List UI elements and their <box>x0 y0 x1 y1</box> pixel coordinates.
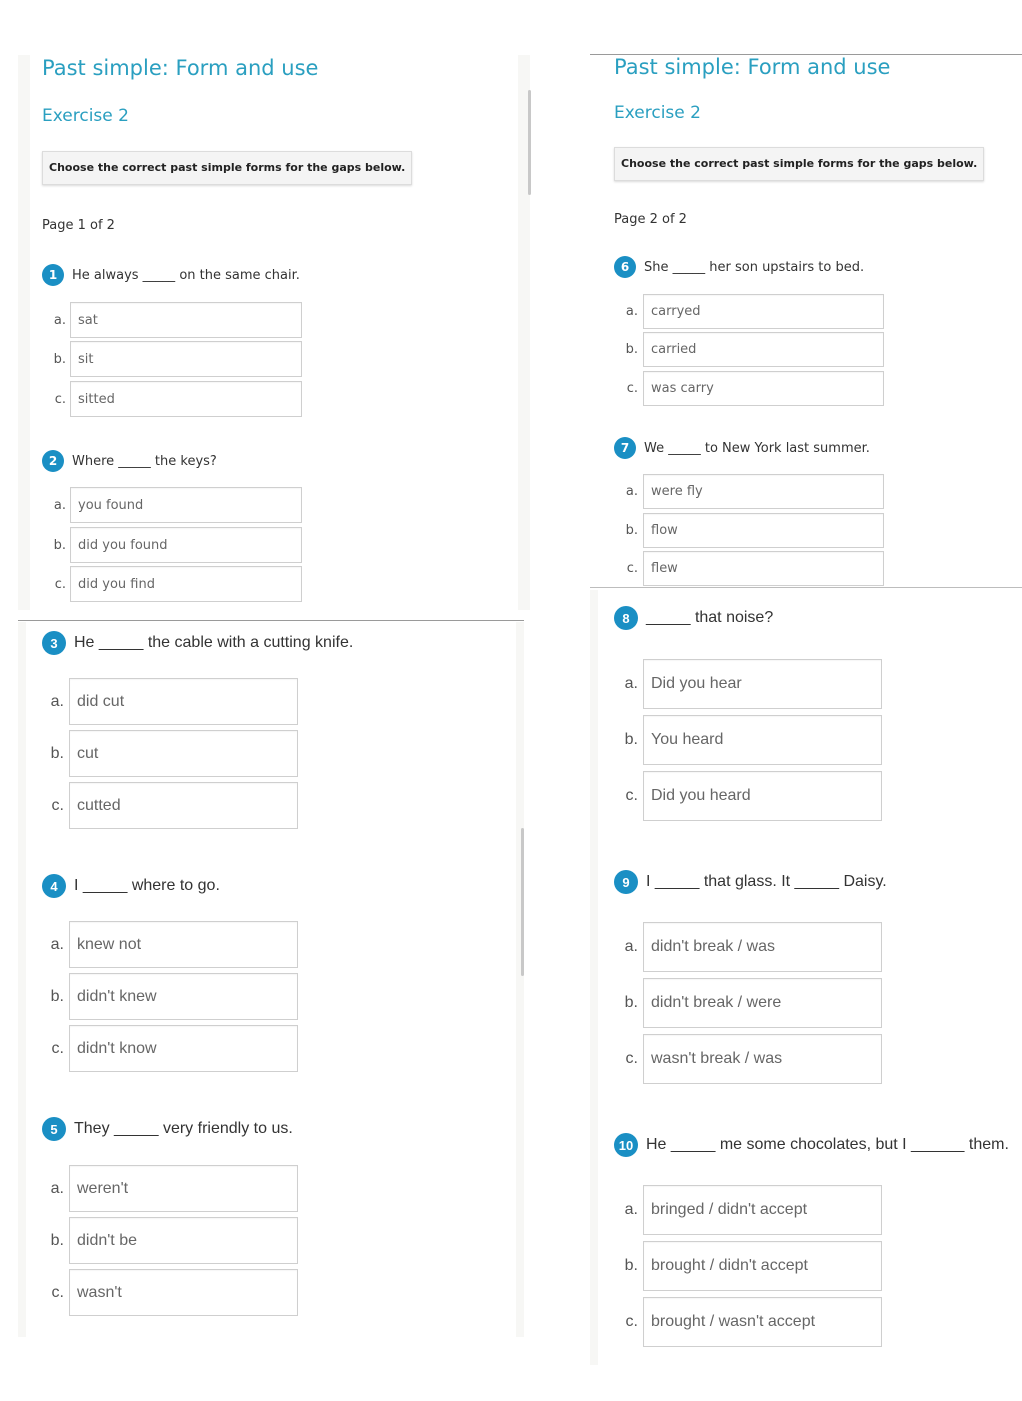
option-4c[interactable] <box>48 1025 298 1072</box>
option-label: c. <box>626 381 638 396</box>
option-label: b. <box>53 351 66 367</box>
question-number-badge: 9 <box>614 870 638 894</box>
page-indicator-right: Page 2 of 2 <box>614 212 687 227</box>
question-1 <box>42 264 300 286</box>
question-10 <box>614 1133 1009 1157</box>
option-5b[interactable] <box>48 1217 298 1264</box>
option-label: a. <box>53 312 66 328</box>
question-5 <box>42 1117 293 1141</box>
question-text: He _____ the cable with a cutting knife. <box>74 634 354 651</box>
option-1b[interactable] <box>50 341 302 377</box>
option-3a[interactable] <box>48 678 298 725</box>
option-label: b. <box>53 537 66 553</box>
question-2 <box>42 450 217 472</box>
option-2b[interactable] <box>50 527 302 563</box>
option-label: c. <box>625 1050 638 1067</box>
option-label: b. <box>624 994 638 1011</box>
option-label: b. <box>50 1231 64 1249</box>
option-1c[interactable] <box>50 381 302 417</box>
question-text: I _____ that glass. It _____ Daisy. <box>646 873 887 890</box>
option-label: a. <box>624 1201 638 1218</box>
option-text[interactable]: sitted <box>70 381 302 417</box>
option-text[interactable]: flew <box>643 551 884 586</box>
option-label: b. <box>50 987 64 1005</box>
option-text[interactable]: cut <box>69 730 298 777</box>
option-8a[interactable] <box>622 659 882 709</box>
option-3c[interactable] <box>48 782 298 829</box>
option-label: c. <box>51 796 64 814</box>
option-text[interactable]: carried <box>643 332 884 367</box>
question-text: She _____ her son upstairs to bed. <box>644 259 865 275</box>
question-text: _____ that noise? <box>646 609 774 626</box>
question-text: They _____ very friendly to us. <box>74 1120 293 1137</box>
option-label: c. <box>51 1039 64 1057</box>
option-label: c. <box>625 787 638 804</box>
exercise-title: Exercise 2 <box>42 106 129 126</box>
option-1a[interactable] <box>50 302 302 338</box>
option-label: b. <box>624 1257 638 1274</box>
option-text[interactable]: flow <box>643 513 884 548</box>
option-label: a. <box>624 675 638 692</box>
option-text[interactable]: did you found <box>70 527 302 563</box>
option-label: a. <box>624 938 638 955</box>
question-number-badge: 8 <box>614 606 638 630</box>
option-5c[interactable] <box>48 1269 298 1316</box>
option-label: c. <box>54 576 66 592</box>
option-text[interactable]: didn't know <box>69 1025 298 1072</box>
question-number-badge: 3 <box>42 631 66 655</box>
option-label: b. <box>624 731 638 748</box>
option-9b[interactable] <box>622 978 882 1028</box>
option-text[interactable]: did you find <box>70 566 302 602</box>
question-number-badge: 10 <box>614 1133 638 1157</box>
option-text[interactable]: Did you hear <box>643 659 882 709</box>
option-text[interactable]: You heard <box>643 715 882 765</box>
instruction-box: Choose the correct past simple forms for the gaps below. <box>42 151 412 185</box>
option-text[interactable]: did cut <box>69 678 298 725</box>
option-text[interactable]: bringed / didn't accept <box>643 1185 882 1235</box>
option-6b[interactable] <box>622 332 884 367</box>
option-label: a. <box>53 497 66 513</box>
option-text[interactable]: cutted <box>69 782 298 829</box>
option-7b[interactable] <box>622 513 884 548</box>
option-6a[interactable] <box>622 294 884 329</box>
question-text: He always _____ on the same chair. <box>72 267 300 283</box>
divider-right-middle <box>590 587 1022 588</box>
exercise-title-right: Exercise 2 <box>614 103 701 123</box>
option-3b[interactable] <box>48 730 298 777</box>
option-7c[interactable] <box>622 551 884 586</box>
option-label: c. <box>626 561 638 576</box>
question-4 <box>42 874 220 898</box>
option-5a[interactable] <box>48 1165 298 1212</box>
option-text[interactable]: Did you heard <box>643 771 882 821</box>
option-text[interactable]: didn't break / was <box>643 922 882 972</box>
option-text[interactable]: didn't break / were <box>643 978 882 1028</box>
question-number-badge: 4 <box>42 874 66 898</box>
option-text[interactable]: brought / didn't accept <box>643 1241 882 1291</box>
option-4b[interactable] <box>48 973 298 1020</box>
question-6 <box>614 256 864 278</box>
question-number-badge: 7 <box>614 437 636 459</box>
option-text[interactable]: knew not <box>69 921 298 968</box>
left-bottom-panel-edge-right <box>516 622 524 1337</box>
option-label: b. <box>625 342 638 357</box>
option-text[interactable]: you found <box>70 487 302 523</box>
option-4a[interactable] <box>48 921 298 968</box>
divider-left-middle <box>18 620 524 621</box>
option-text[interactable]: carryed <box>643 294 884 329</box>
page-title-right: Past simple: Form and use <box>614 55 891 79</box>
option-label: a. <box>625 484 638 499</box>
option-2a[interactable] <box>50 487 302 523</box>
option-text[interactable]: didn't knew <box>69 973 298 1020</box>
option-label: b. <box>625 523 638 538</box>
option-10a[interactable] <box>622 1185 882 1235</box>
option-label: b. <box>50 744 64 762</box>
option-label: a. <box>50 935 64 953</box>
option-text[interactable]: sit <box>70 341 302 377</box>
option-9c[interactable] <box>622 1034 882 1084</box>
option-8c[interactable] <box>622 771 882 821</box>
question-9 <box>614 870 887 894</box>
scrollbar-left-bottom[interactable] <box>521 828 524 976</box>
option-text[interactable]: wasn't break / was <box>643 1034 882 1084</box>
question-text: Where _____ the keys? <box>72 453 217 469</box>
option-label: a. <box>50 1179 64 1197</box>
option-text[interactable]: wasn't <box>69 1269 298 1316</box>
option-text[interactable]: was carry <box>643 371 884 406</box>
question-text: We _____ to New York last summer. <box>644 440 870 456</box>
option-7a[interactable] <box>622 474 884 509</box>
option-2c[interactable] <box>50 566 302 602</box>
option-label: a. <box>50 692 64 710</box>
question-text: He _____ me some chocolates, but I ______ them. <box>646 1136 1009 1153</box>
page-title: Past simple: Form and use <box>42 56 319 80</box>
option-label: c. <box>51 1283 64 1301</box>
question-8 <box>614 606 773 630</box>
question-number-badge: 1 <box>42 264 64 286</box>
page-indicator: Page 1 of 2 <box>42 218 115 233</box>
instruction-box-right: Choose the correct past simple forms for the gaps below. <box>614 147 984 181</box>
option-text[interactable]: brought / wasn't accept <box>643 1297 882 1347</box>
question-number-badge: 5 <box>42 1117 66 1141</box>
option-8b[interactable] <box>622 715 882 765</box>
left-bottom-panel-edge <box>18 622 26 1337</box>
option-9a[interactable] <box>622 922 882 972</box>
option-label: c. <box>54 391 66 407</box>
option-10c[interactable] <box>622 1297 882 1347</box>
scrollbar-left-top[interactable] <box>528 90 531 195</box>
option-6c[interactable] <box>622 371 884 406</box>
option-label: a. <box>625 304 638 319</box>
option-text[interactable]: were fly <box>643 474 884 509</box>
right-bottom-panel-edge <box>590 590 598 1365</box>
question-number-badge: 2 <box>42 450 64 472</box>
left-panel-edge <box>18 55 30 610</box>
option-text[interactable]: weren't <box>69 1165 298 1212</box>
question-text: I _____ where to go. <box>74 877 220 894</box>
question-3 <box>42 631 353 655</box>
option-text[interactable]: sat <box>70 302 302 338</box>
option-10b[interactable] <box>622 1241 882 1291</box>
option-text[interactable]: didn't be <box>69 1217 298 1264</box>
question-number-badge: 6 <box>614 256 636 278</box>
option-label: c. <box>625 1313 638 1330</box>
question-7 <box>614 437 870 459</box>
